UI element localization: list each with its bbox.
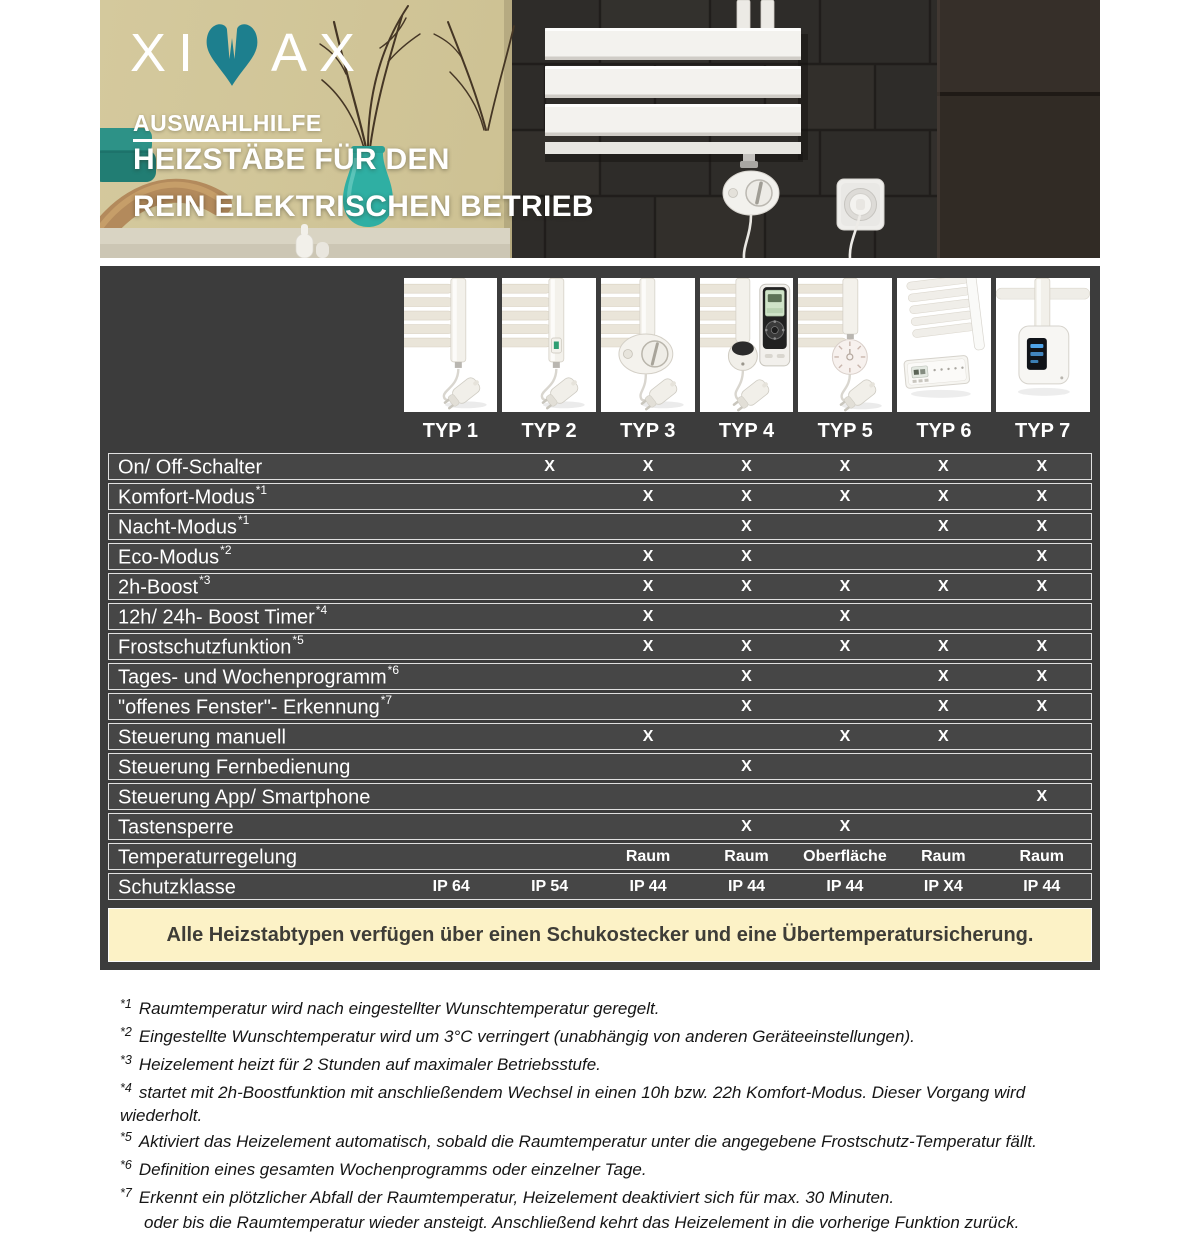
footnote-text: Raumtemperatur wird nach eingestellter Wunschtemperatur geregelt. [138, 999, 660, 1018]
feature-cell-typ-3: IP 44 [629, 877, 667, 895]
feature-cell-typ-6: X [938, 457, 949, 475]
footnote-text: Erkennt ein plötzlicher Abfall der Raumtemperatur, Heizelement deaktiviert sich für max. 30 Minuten. [138, 1188, 895, 1207]
feature-cell-typ-2: X [544, 457, 555, 475]
footnote-marker: *5 [120, 1130, 132, 1144]
feature-cell-typ-5: Oberfläche [803, 847, 887, 865]
feature-cell-typ-7: X [1036, 547, 1048, 565]
column-header-typ-3: TYP 3 [620, 420, 676, 442]
feature-footnote-marker: *5 [292, 632, 304, 647]
comparison-table [100, 266, 1100, 970]
feature-cell-typ-6: X [938, 667, 949, 685]
feature-row [108, 753, 1092, 780]
feature-row [108, 513, 1092, 540]
feature-row [108, 813, 1092, 840]
feature-cell-typ-4: X [741, 577, 752, 595]
feature-cell-typ-3: X [642, 457, 654, 475]
feature-label [109, 542, 402, 569]
feature-row [108, 573, 1092, 600]
feature-cell-typ-5: X [839, 637, 851, 655]
typ-7-product-image [996, 278, 1090, 412]
product-image-row [108, 278, 1092, 412]
feature-label [109, 512, 402, 539]
feature-cell-typ-7: X [1036, 517, 1048, 535]
footnotes-section [100, 998, 1100, 1233]
feature-cell-typ-6: X [938, 697, 949, 715]
column-header-typ-5: TYP 5 [817, 420, 873, 442]
feature-label [109, 482, 402, 509]
feature-cell-typ-4: X [741, 697, 752, 715]
feature-cell-typ-4: X [741, 457, 752, 475]
feature-row [108, 603, 1092, 630]
control-panel [904, 355, 970, 388]
feature-label-text: Steuerung Fernbedienung [118, 756, 351, 779]
feature-row [108, 483, 1092, 510]
feature-label-text: Steuerung manuell [118, 726, 286, 749]
feature-label-text: On/ Off-Schalter [118, 456, 263, 479]
feature-label-text: Tastensperre [118, 816, 234, 839]
feature-row [108, 873, 1092, 900]
hero-title-line1: HEIZSTÄBE FÜR DEN [133, 143, 450, 176]
footnote-text: Aktiviert das Heizelement automatisch, sobald die Raumtemperatur unter die angegebene Frostschutz-Temperatur fällt. [138, 1132, 1037, 1151]
footnote-marker: *1 [120, 997, 132, 1011]
footnote-item [120, 1131, 1100, 1154]
feature-label-text: Tages- und Wochenprogramm [118, 666, 387, 689]
feature-row [108, 663, 1092, 690]
feature-cell-typ-7: X [1036, 667, 1048, 685]
feature-cell-typ-6: IP X4 [923, 877, 963, 895]
feature-cell-typ-7: X [1036, 487, 1048, 505]
feature-row [108, 543, 1092, 570]
feature-cell-typ-6: Raum [921, 847, 966, 865]
feature-cell-typ-5: X [839, 487, 851, 505]
feature-row [108, 453, 1092, 480]
feature-cell-typ-3: X [642, 487, 654, 505]
logo-text-left: XI [130, 23, 206, 83]
image-row-spacer [108, 278, 401, 412]
footnote-item [120, 1054, 1100, 1077]
flat-panel-radiator [545, 28, 801, 154]
typ-4-product-image [700, 278, 794, 412]
feature-label [109, 632, 402, 659]
feature-label-text: Komfort-Modus [118, 486, 255, 509]
feature-cell-typ-3: X [642, 727, 654, 745]
feature-cell-typ-7: X [1036, 787, 1048, 805]
feature-footnote-marker: *7 [380, 692, 393, 707]
column-header-spacer [108, 412, 401, 453]
feature-cell-typ-5: X [839, 607, 851, 625]
column-header-typ-2: TYP 2 [521, 420, 577, 442]
feature-row [108, 783, 1092, 810]
feature-cell-typ-4: X [741, 757, 752, 775]
feature-cell-typ-6: X [938, 487, 949, 505]
remote-control [759, 284, 789, 366]
feature-cell-typ-4: IP 44 [727, 877, 766, 895]
feature-cell-typ-4: X [741, 487, 752, 505]
feature-cell-typ-3: X [642, 577, 654, 595]
feature-label [109, 846, 402, 868]
feature-label [109, 756, 402, 778]
feature-cell-typ-2: IP 54 [531, 877, 569, 895]
feature-cell-typ-4: X [741, 637, 752, 655]
feature-label-text: Nacht-Modus [118, 516, 237, 539]
feature-label [109, 692, 402, 719]
column-header-row [108, 412, 1092, 453]
note-banner: Alle Heizstabtypen verfügen über einen Schukostecker und eine Übertemperatursicherung. [108, 908, 1092, 962]
feature-footnote-marker: *1 [255, 482, 268, 497]
feature-rows [108, 453, 1092, 900]
feature-cell-typ-1: IP 64 [432, 877, 470, 895]
feature-footnote-marker: *4 [315, 602, 328, 617]
feature-label [109, 456, 402, 478]
column-header-typ-7: TYP 7 [1015, 420, 1071, 442]
hero-section [100, 0, 1100, 258]
feature-label-text: "offenes Fenster"- Erkennung [118, 696, 380, 719]
feature-footnote-marker: *1 [237, 512, 250, 527]
typ-2-product-image [502, 278, 596, 412]
feature-label [109, 602, 402, 629]
footnote-text: Eingestellte Wunschtemperatur wird um 3°C verringert (unabhängig von anderen Geräteeinstellungen). [138, 1027, 915, 1046]
typ-6-product-image [897, 278, 991, 412]
feature-cell-typ-5: IP 44 [826, 877, 864, 895]
logo-text-right: AX [271, 23, 368, 83]
feature-row [108, 843, 1092, 870]
feature-cell-typ-6: X [938, 727, 949, 745]
footnote-item [120, 1082, 1100, 1126]
feature-cell-typ-7: X [1036, 577, 1048, 595]
footnote-item [120, 1187, 1100, 1233]
feature-label [109, 662, 402, 689]
footnote-text-line2: oder bis die Raumtemperatur wieder ansteigt. Anschließend kehrt das Heizelement in die vorherige Funktion zurück. [144, 1213, 1020, 1232]
feature-cell-typ-5: X [839, 457, 851, 475]
feature-label [109, 876, 402, 898]
feature-label-text: Steuerung App/ Smartphone [118, 786, 371, 809]
feature-cell-typ-3: X [642, 547, 654, 565]
footnote-item [120, 1026, 1100, 1049]
feature-cell-typ-7: X [1036, 457, 1048, 475]
hero-kicker: AUSWAHLHILFE [133, 110, 322, 142]
feature-cell-typ-6: X [938, 577, 949, 595]
ximax-logo [130, 10, 367, 98]
feature-label-text: 12h/ 24h- Boost Timer [118, 606, 315, 629]
feature-cell-typ-4: X [741, 817, 752, 835]
feature-label-text: Eco-Modus [118, 546, 220, 569]
feature-label-text: Frostschutzfunktion [118, 636, 292, 659]
feature-label-text: Schutzklasse [118, 876, 236, 899]
footnote-item [120, 998, 1100, 1021]
ximax-logo-mark-icon [203, 10, 261, 98]
feature-cell-typ-4: Raum [724, 847, 769, 865]
feature-footnote-marker: *6 [387, 662, 399, 677]
feature-label [109, 572, 402, 599]
feature-footnote-marker: *3 [199, 572, 211, 587]
feature-row [108, 723, 1092, 750]
feature-cell-typ-5: X [839, 817, 851, 835]
column-header-typ-6: TYP 6 [916, 420, 972, 442]
feature-footnote-marker: *2 [220, 542, 232, 557]
column-header-typ-1: TYP 1 [422, 420, 478, 442]
feature-cell-typ-6: X [938, 517, 949, 535]
column-header-typ-4: TYP 4 [718, 420, 775, 442]
footnote-marker: *7 [120, 1186, 132, 1200]
footnote-marker: *6 [120, 1158, 132, 1172]
feature-label [109, 816, 402, 838]
footnote-marker: *4 [120, 1081, 132, 1095]
cabinet-panel [937, 0, 1100, 258]
feature-row [108, 693, 1092, 720]
feature-cell-typ-5: X [839, 727, 851, 745]
typ-3-product-image [601, 278, 695, 412]
feature-row [108, 633, 1092, 660]
feature-cell-typ-6: X [938, 637, 949, 655]
footnote-text: Definition eines gesamten Wochenprogramms oder einzelner Tage. [138, 1160, 647, 1179]
feature-cell-typ-3: X [642, 607, 654, 625]
feature-cell-typ-7: IP 44 [1023, 877, 1061, 895]
feature-cell-typ-4: X [741, 517, 752, 535]
footnote-marker: *2 [120, 1025, 132, 1039]
feature-cell-typ-7: Raum [1019, 847, 1064, 865]
feature-label [109, 726, 402, 748]
feature-label [109, 786, 402, 808]
feature-cell-typ-3: Raum [625, 847, 671, 865]
feature-cell-typ-7: X [1036, 697, 1048, 715]
feature-cell-typ-3: X [642, 637, 654, 655]
feature-cell-typ-7: X [1036, 637, 1048, 655]
feature-label-text: Temperaturregelung [118, 846, 297, 869]
feature-cell-typ-4: X [741, 667, 752, 685]
footnote-text: Heizelement heizt für 2 Stunden auf maximaler Betriebsstufe. [138, 1055, 601, 1074]
flyer-page [100, 0, 1100, 1233]
feature-cell-typ-4: X [741, 547, 752, 565]
typ-5-product-image [798, 278, 892, 412]
feature-label-text: 2h-Boost [118, 576, 199, 599]
footnote-text: startet mit 2h-Boostfunktion mit anschließendem Wechsel in einen 10h bzw. 22h Komfort-Modus. Dieser Vorgang wird wiederholt. [120, 1083, 1026, 1125]
hero-title-line2: REIN ELEKTRISCHEN BETRIEB [133, 190, 594, 223]
footnote-marker: *3 [120, 1053, 132, 1067]
footnote-list [120, 998, 1100, 1233]
feature-cell-typ-5: X [839, 577, 851, 595]
typ-1-product-image [404, 278, 498, 412]
footnote-item [120, 1159, 1100, 1182]
